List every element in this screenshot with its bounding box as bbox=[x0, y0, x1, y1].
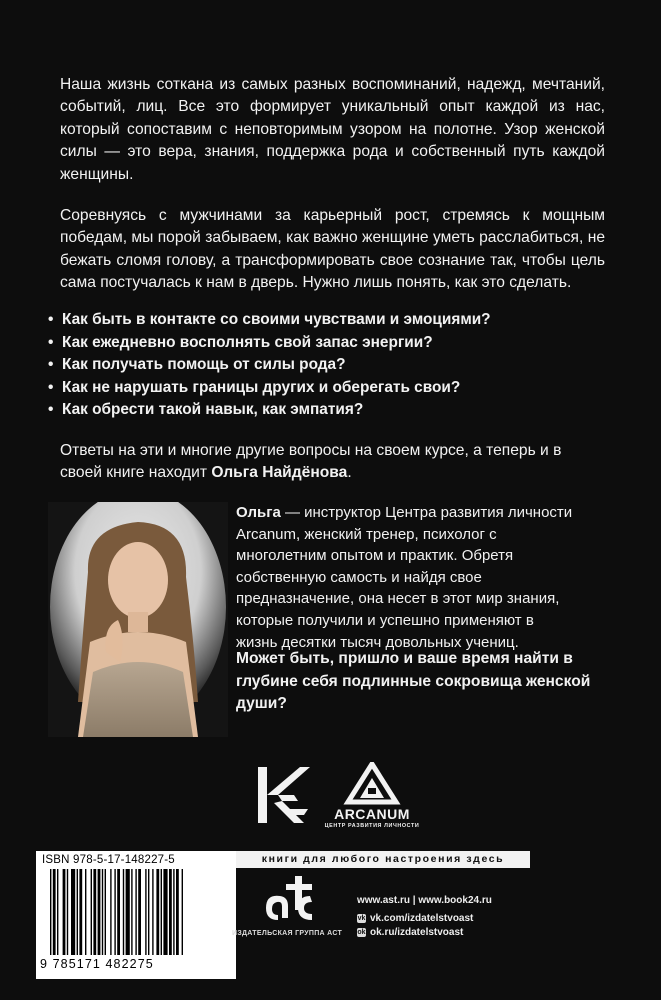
barcode-bar bbox=[156, 869, 159, 955]
barcode-bar bbox=[91, 869, 92, 955]
bullet-marker: • bbox=[48, 401, 54, 419]
barcode-bar bbox=[102, 869, 103, 955]
barcode-bars bbox=[50, 869, 226, 961]
slogan-banner: книги для любого настроения здесь bbox=[236, 851, 530, 868]
k-logo-icon bbox=[256, 765, 312, 825]
ok-link[interactable]: ok ok.ru/izdatelstvoast bbox=[357, 927, 464, 938]
vk-link[interactable]: vk vk.com/izdatelstvoast bbox=[357, 913, 474, 924]
ok-icon: ok bbox=[357, 929, 366, 936]
barcode-bar bbox=[163, 869, 167, 955]
barcode-bar bbox=[145, 869, 146, 955]
arcanum-subtitle: ЦЕНТР РАЗВИТИЯ ЛИЧНОСТИ bbox=[324, 823, 420, 829]
isbn-label: ISBN 978-5-17-148227-5 bbox=[42, 854, 175, 866]
bullet-marker: • bbox=[48, 333, 54, 351]
barcode-bar bbox=[114, 869, 115, 955]
question-item: • Как получать помощь от силы рода? bbox=[48, 354, 491, 377]
intro-paragraph-1: Наша жизнь соткана из самых разных воспоминаний, надежд, мечтаний, событий, лиц. Все это формирует уникальный опыт каждой из нас, который сопоставим с неповторимым узором на полотне. Узор женской силы — это вера, знания, поддержка рода и собственный путь каждой женщины. bbox=[60, 76, 605, 183]
author-name: Ольга Найдёнова bbox=[211, 464, 348, 482]
barcode-bar bbox=[182, 869, 183, 955]
question-item: • Как обрести такой навык, как эмпатия? bbox=[48, 399, 491, 422]
barcode-bar bbox=[152, 869, 153, 955]
barcode-bar bbox=[169, 869, 172, 955]
barcode-bar bbox=[85, 869, 86, 955]
bio-name: Ольга bbox=[236, 504, 281, 521]
barcode-bar bbox=[98, 869, 101, 955]
barcode-digits: 9 785171 482275 bbox=[40, 957, 154, 971]
barcode-bar bbox=[53, 869, 56, 955]
call-to-action: Может быть, пришло и ваше время найти в глубине себя подлинные сокровища женской души? bbox=[236, 650, 591, 713]
arcanum-triangle-icon bbox=[322, 762, 422, 806]
author-bio: Ольга — инструктор Центра развития личности Arcanum, женский тренер, психолог с многолетним опытом и практик. Обретя собственную самость и найдя свое предназначение, она несет в этот мир знания, которые получили и успешно применяют в жизнь десятки тысяч довольных учениц. bbox=[236, 504, 573, 651]
barcode-box bbox=[36, 851, 236, 979]
barcode-bar bbox=[77, 869, 78, 955]
barcode-bar bbox=[161, 869, 162, 955]
barcode-bar bbox=[123, 869, 124, 955]
bullet-marker: • bbox=[48, 311, 54, 328]
barcode-bar bbox=[57, 869, 58, 955]
publisher-websites[interactable]: www.ast.ru | www.book24.ru bbox=[357, 895, 492, 906]
question-item: • Как не нарушать границы других и оберегать свои? bbox=[48, 377, 491, 400]
arcanum-logo bbox=[322, 762, 422, 834]
barcode-bar bbox=[79, 869, 82, 955]
barcode-bar bbox=[105, 869, 106, 955]
barcode-bar bbox=[176, 869, 179, 955]
barcode-bar bbox=[138, 869, 141, 955]
barcode-bar bbox=[71, 869, 75, 955]
arcanum-name: ARCANUM bbox=[334, 806, 410, 822]
question-item: • Как ежедневно восполнять свой запас энергии? bbox=[48, 332, 491, 355]
barcode-bar bbox=[148, 869, 149, 955]
answers-paragraph: Ответы на эти и многие другие вопросы на своем курсе, а теперь и в своей книге находит Ольга Найдёнова. bbox=[60, 442, 562, 482]
barcode-bar bbox=[93, 869, 96, 955]
vk-icon: vk bbox=[357, 915, 366, 922]
publisher-k-logo bbox=[256, 765, 312, 830]
bullet-marker: • bbox=[48, 378, 54, 396]
barcode-bar bbox=[173, 869, 174, 955]
barcode-bar bbox=[110, 869, 111, 955]
ast-logo-icon bbox=[262, 872, 322, 928]
question-item: • Как быть в контакте со своими чувствами и эмоциями? bbox=[48, 309, 491, 332]
intro-paragraph-2: Соревнуясь с мужчинами за карьерный рост, стремясь к мощным победам, мы порой забываем, как важно женщине уметь расслабиться, не бежать сломя голову, а трансформировать свое сознание так, чтобы цель сама постучалась к нам в дверь. Нужно лишь понять, как это сделать. bbox=[60, 207, 605, 292]
barcode-bar bbox=[50, 869, 51, 955]
barcode-bar bbox=[126, 869, 130, 955]
author-photo bbox=[48, 502, 228, 737]
bullet-marker: • bbox=[48, 356, 54, 374]
barcode-bar bbox=[135, 869, 136, 955]
author-portrait-image bbox=[48, 502, 228, 737]
barcode-bar bbox=[67, 869, 68, 955]
barcode-bar bbox=[117, 869, 120, 955]
publisher-label: ИЗДАТЕЛЬСКАЯ ГРУППА АСТ bbox=[232, 930, 343, 937]
questions-list bbox=[48, 309, 491, 422]
ast-logo bbox=[262, 872, 322, 933]
barcode-bar bbox=[131, 869, 132, 955]
barcode-bar bbox=[63, 869, 66, 955]
